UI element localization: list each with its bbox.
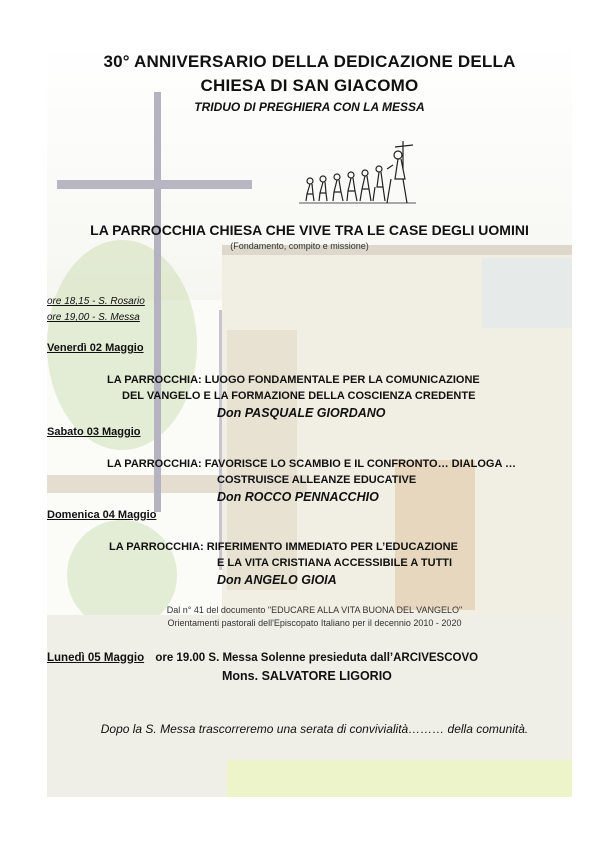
title-line-2: CHIESA DI SAN GIACOMO xyxy=(200,76,419,95)
final-day-celebrant: Mons. SALVATORE LIGORIO xyxy=(222,669,392,683)
schedule-rosary: ore 18,15 - S. Rosario xyxy=(47,296,145,307)
day-theme-line-2: COSTRUISCE ALLEANZE EDUCATIVE xyxy=(217,474,417,486)
subtitle: TRIDUO DI PREGHIERA CON LA MESSA xyxy=(194,100,425,114)
source-line-2: Orientamenti pastorali dell'Episcopato Italiano per il decennio 2010 - 2020 xyxy=(167,618,462,628)
lawn xyxy=(227,760,572,797)
day-theme-line-1: LA PARROCCHIA: FAVORISCE LO SCAMBIO E IL CONFRONTO… DIALOGA … xyxy=(107,458,517,470)
day-date: Sabato 03 Maggio xyxy=(47,426,141,438)
final-day-date: Lunedì 05 Maggio xyxy=(47,652,145,664)
motto: LA PARROCCHIA CHIESA CHE VIVE TRA LE CASE DEGLI UOMINI xyxy=(90,222,529,238)
day-speaker: Don ANGELO GIOIA xyxy=(217,573,337,587)
cross-vertical-beam xyxy=(154,92,161,512)
day-theme-line-1: LA PARROCCHIA: LUOGO FONDAMENTALE PER LA COMUNICAZIONE xyxy=(107,374,480,386)
schedule-mass: ore 19,00 - S. Messa xyxy=(47,312,140,323)
procession-illustration xyxy=(295,135,420,207)
day-speaker: Don PASQUALE GIORDANO xyxy=(217,406,386,420)
day-date: Venerdì 02 Maggio xyxy=(47,342,144,354)
cross-horizontal-beam xyxy=(57,180,252,189)
final-day-row xyxy=(47,652,478,664)
day-theme-line-1: LA PARROCCHIA: RIFERIMENTO IMMEDIATO PER L’EDUCAZIONE xyxy=(109,541,458,553)
final-day-details: ore 19.00 S. Messa Solenne presieduta dall’ARCIVESCOVO xyxy=(155,652,479,664)
day-theme-line-2: E LA VITA CRISTIANA ACCESSIBILE A TUTTI xyxy=(217,557,453,569)
title-line-1: 30° ANNIVERSARIO DELLA DEDICAZIONE DELLA xyxy=(103,52,516,71)
closing-note: Dopo la S. Messa trascorreremo una serata di convivialità……… della comunità. xyxy=(100,722,529,736)
day-theme-line-2: DEL VANGELO E LA FORMAZIONE DELLA COSCIENZA CREDENTE xyxy=(122,390,476,402)
motto-note: (Fondamento, compito e missione) xyxy=(230,241,369,251)
pole xyxy=(219,310,222,570)
church-glass-roof xyxy=(482,258,572,328)
day-date: Domenica 04 Maggio xyxy=(47,509,157,521)
flyer-sheet xyxy=(47,40,572,797)
day-speaker: Don ROCCO PENNACCHIO xyxy=(217,490,379,504)
source-line-1: Dal n° 41 del documento "EDUCARE ALLA VITA BUONA DEL VANGELO" xyxy=(166,605,463,615)
